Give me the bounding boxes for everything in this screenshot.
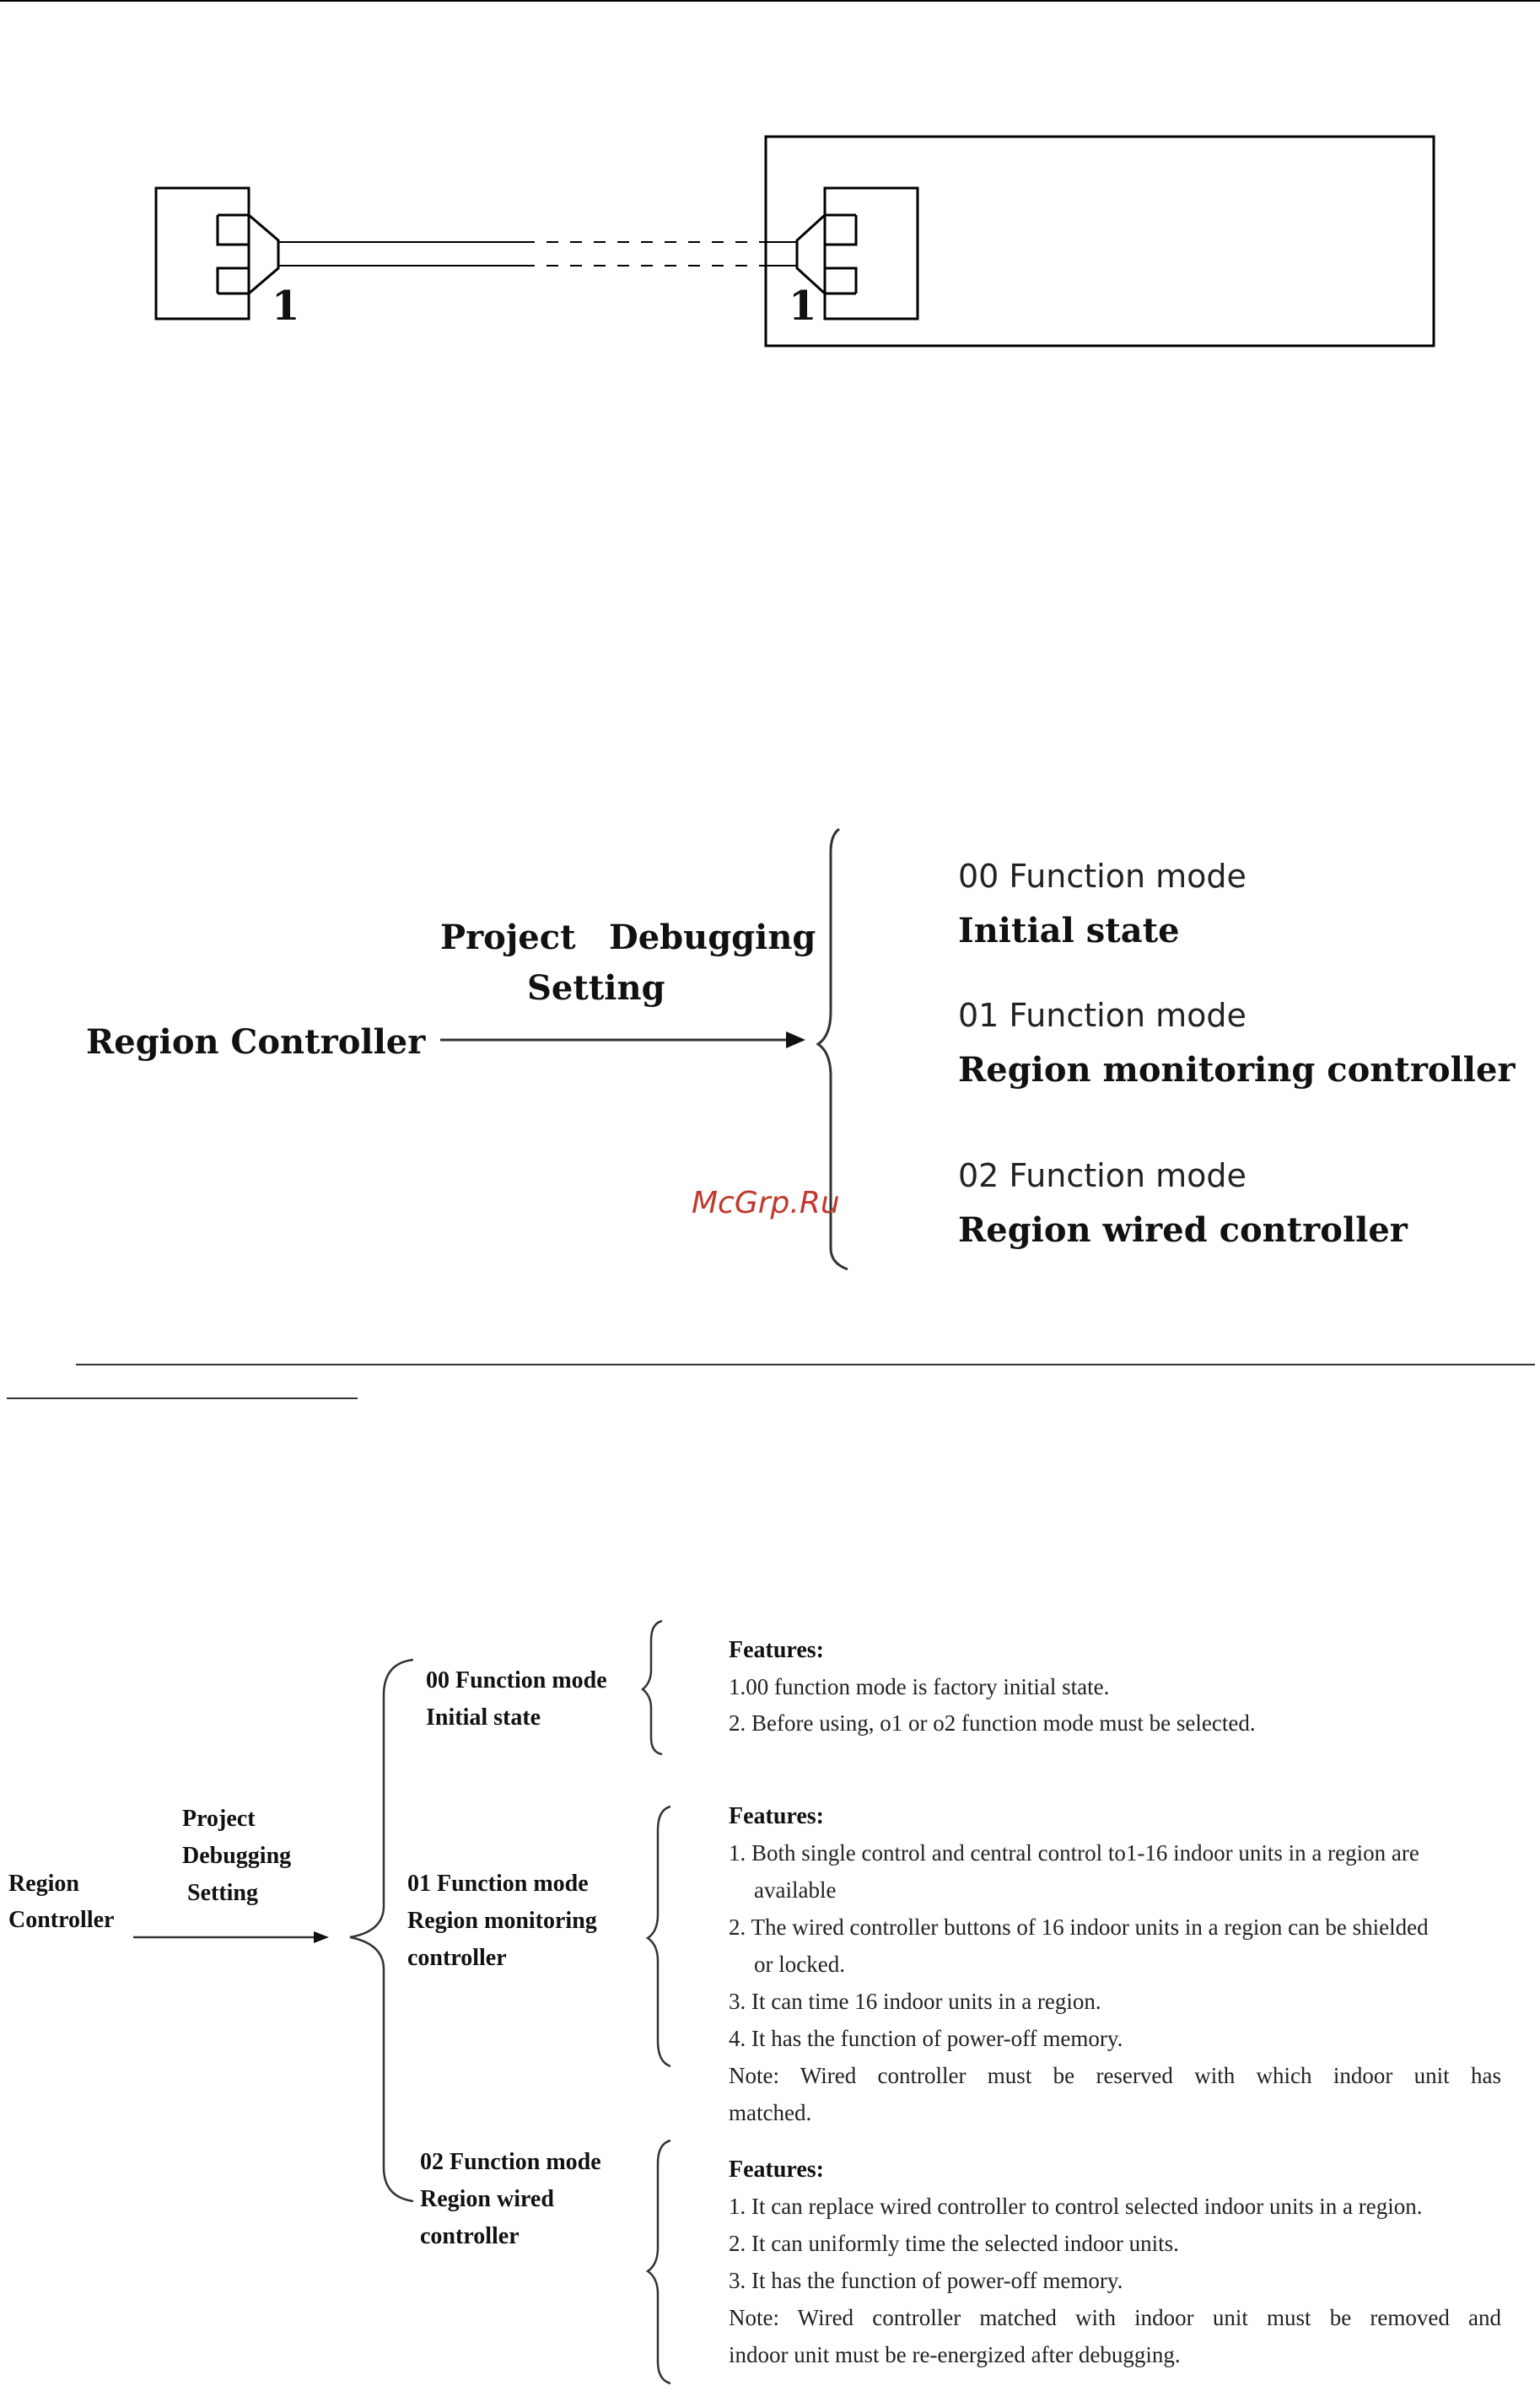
diagram2-mode-01-feature-2-cont: or locked. <box>754 1952 845 1977</box>
diagram2-mode-01-feature-1-cont: available <box>754 1877 837 1903</box>
diagram2-arrow-label-setting: Setting <box>187 1880 258 1906</box>
diagram2-mode-02-title-1: 02 Function mode <box>420 2149 601 2175</box>
diagram2-mode-01-feature-4: 4. It has the function of power-off memory. <box>729 2026 1123 2051</box>
watermark: McGrp.Ru <box>692 1186 840 1220</box>
diagram2-mode-01-title-2: Region monitoring <box>407 1908 597 1934</box>
diagram2-mode-01-feature-2: 2. The wired controller buttons of 16 indoor units in a region can be shielded <box>729 1914 1429 1940</box>
diagram2-mode-02-feature-2: 2. It can uniformly time the selected indoor units. <box>729 2231 1179 2256</box>
diagram2-arrow-label-project: Project <box>182 1806 256 1832</box>
diagram2-arrow-label-debugging: Debugging <box>182 1843 292 1869</box>
diagram2-source-line2: Controller <box>8 1907 115 1933</box>
diagram2-mode-02-note: Note: Wired controller matched with indoor unit must be removed and <box>729 2305 1501 2330</box>
diagram1-mode-00-name: Initial state <box>958 911 1180 950</box>
diagram1-arrow-label-setting: Setting <box>527 968 665 1008</box>
right-port-label: 1 <box>789 283 817 330</box>
diagram2-mode-01-note: Note: Wired controller must be reserved with which indoor unit has <box>729 2063 1501 2088</box>
diagram2-mode-02-note-cont: indoor unit must be re-energized after debugging. <box>729 2342 1181 2367</box>
diagram2-mode-02-title-2: Region wired <box>420 2186 554 2212</box>
diagram2-mode-02-feature-3: 3. It has the function of power-off memory. <box>729 2268 1123 2293</box>
diagram2-mode-02-features-heading: Features: <box>729 2157 824 2183</box>
diagram2-mode-01-title-3: controller <box>407 1945 507 1971</box>
diagram2-brace-01 <box>648 1807 670 2066</box>
diagram1-mode-00-code: 00 Function mode <box>958 858 1247 895</box>
diagram2-mode-01-note-cont: matched. <box>729 2100 812 2125</box>
diagram1-mode-01-code: 01 Function mode <box>958 997 1247 1034</box>
diagram2-mode-02-feature-1: 1. It can replace wired controller to control selected indoor units in a region. <box>729 2194 1423 2219</box>
diagram2-mode-00-title-1: 00 Function mode <box>426 1667 607 1694</box>
diagram2-mode-01-feature-1: 1. Both single control and central control to1-16 indoor units in a region are <box>729 1840 1419 1866</box>
diagram2-arrow-head <box>314 1931 329 1943</box>
diagram2-mode-00-title-2: Initial state <box>426 1704 541 1731</box>
diagram1-arrow-label-project: Project <box>440 918 576 957</box>
diagram2-mode-01-features-heading: Features: <box>729 1803 824 1829</box>
diagram2-mode-00-features-heading: Features: <box>729 1637 824 1663</box>
diagram2-mode-00-feature-2: 2. Before using, o1 or o2 function mode must be selected. <box>729 1710 1256 1736</box>
diagram2-brace-02 <box>648 2140 670 2383</box>
left-port-label: 1 <box>272 283 300 330</box>
diagram2-mode-01-feature-3: 3. It can time 16 indoor units in a region. <box>729 1989 1101 2014</box>
diagram1-mode-02-code: 02 Function mode <box>958 1157 1247 1194</box>
diagram2-mode-00-feature-1: 1.00 function mode is factory initial state. <box>729 1674 1110 1699</box>
diagram2-source-line1: Region <box>8 1871 79 1897</box>
diagram1-mode-02-name: Region wired controller <box>958 1210 1408 1250</box>
diagram1-arrow-label-debugging: Debugging <box>609 918 816 957</box>
diagram2-mode-02-title-3: controller <box>420 2223 520 2249</box>
diagram2-main-brace <box>350 1660 413 2201</box>
diagram2-brace-00 <box>643 1621 662 1754</box>
diagram1-source: Region Controller <box>86 1022 426 1062</box>
diagram2-mode-01-title-1: 01 Function mode <box>407 1871 589 1897</box>
diagram1-mode-01-name: Region monitoring controller <box>958 1050 1516 1090</box>
